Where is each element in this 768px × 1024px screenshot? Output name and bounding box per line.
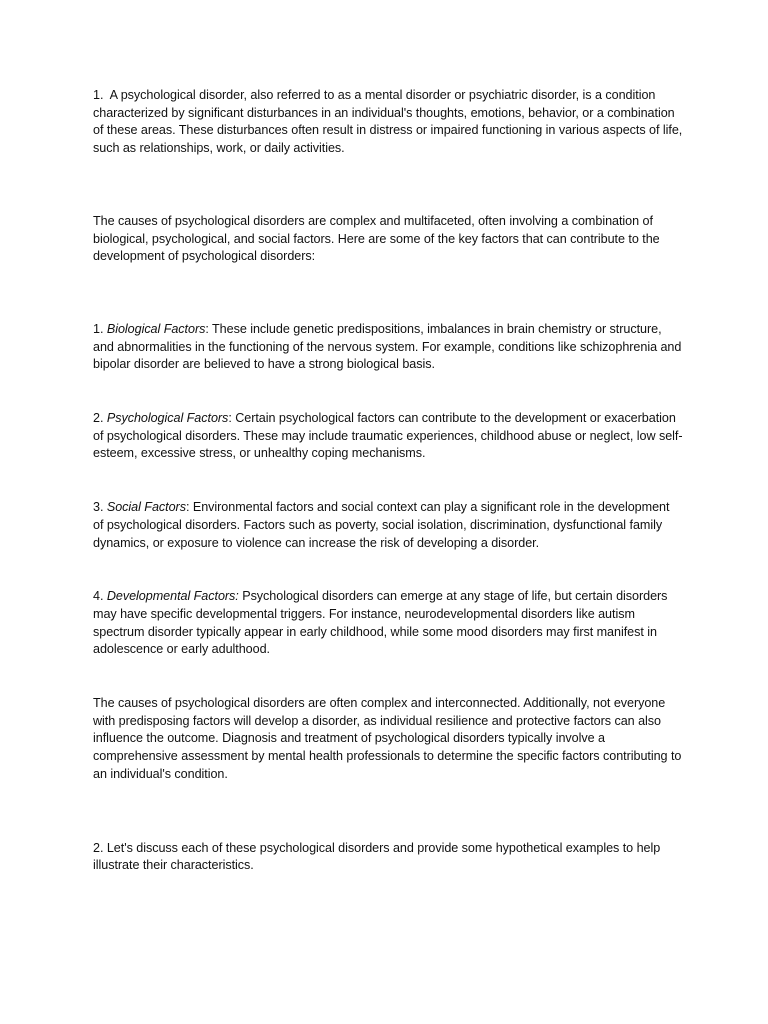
factor-developmental: [93, 588, 683, 659]
intro-text: A psychological disorder, also referred to as a mental disorder or psychiatric disorder, is a condition characterized by significant disturbances in an individual's thoughts, emotions, behavior, or a combination of these areas. These disturbances often result in distress or impaired functioning in various aspects of life, such as relationships, work, or daily activities.: [93, 88, 683, 156]
factor-separator: :: [228, 411, 232, 426]
question-two-paragraph: 2. Let's discuss each of these psychological disorders and provide some hypothetical examples to help illustrate their characteristics.: [93, 840, 661, 873]
factor-separator: :: [205, 321, 209, 336]
document-body: [93, 87, 683, 875]
factor-title: Social Factors: [106, 500, 186, 515]
conclusion-paragraph: The causes of psychological disorders are often complex and interconnected. Additionally, not everyone with predisposing factors will develop a disorder, as individual resilience and protective factors can also influence the outcome. Diagnosis and treatment of psychological disorders typically involve a comprehensive assessment by mental health professionals to determine the specific factors contributing to an individual's condition.: [93, 696, 682, 781]
factor-text: Certain psychological factors can contribute to the development or exacerbation of psychological disorders. These may include traumatic experiences, childhood abuse or neglect, low self-esteem, excessive stress, or unhealthy coping mechanisms.: [93, 411, 683, 461]
intro-paragraph: [93, 87, 683, 158]
factor-title: Psychological Factors: [106, 411, 229, 426]
causes-intro-paragraph: The causes of psychological disorders are complex and multifaceted, often involving a combination of biological, psychological, and social factors. Here are some of the key factors that can contribute to the development of psychological disorders:: [93, 213, 660, 264]
factor-biological: [93, 321, 683, 374]
factor-title: Biological Factors: [106, 321, 206, 336]
factor-number: 3.: [93, 500, 104, 515]
factor-text: Environmental factors and social context can play a significant role in the development of psychological disorders. Factors such as poverty, social isolation, discrimination, dysfunctional family dynamics, or exposure to violence can increase the risk of developing a disorder.: [93, 500, 670, 550]
factor-separator: :: [185, 500, 190, 515]
factor-text: Psychological disorders can emerge at any stage of life, but certain disorders may have specific developmental triggers. For instance, neurodevelopmental disorders like autism spectrum disorder typically appear in early childhood, while some mood disorders may first manifest in adolescence or early adulthood.: [93, 589, 668, 657]
factor-number: 1.: [93, 321, 104, 336]
factor-title: Developmental Factors:: [106, 589, 239, 604]
factor-social: [93, 499, 683, 552]
factor-psychological: [93, 410, 683, 463]
intro-number: 1.: [93, 88, 104, 102]
factor-number: 2.: [93, 411, 104, 426]
factor-number: 4.: [93, 589, 104, 604]
factor-text: These include genetic predispositions, imbalances in brain chemistry or structure, and abnormalities in the functioning of the nervous system. For example, conditions like schizophrenia and bipolar disorder are believed to have a strong biological basis.: [93, 321, 682, 372]
